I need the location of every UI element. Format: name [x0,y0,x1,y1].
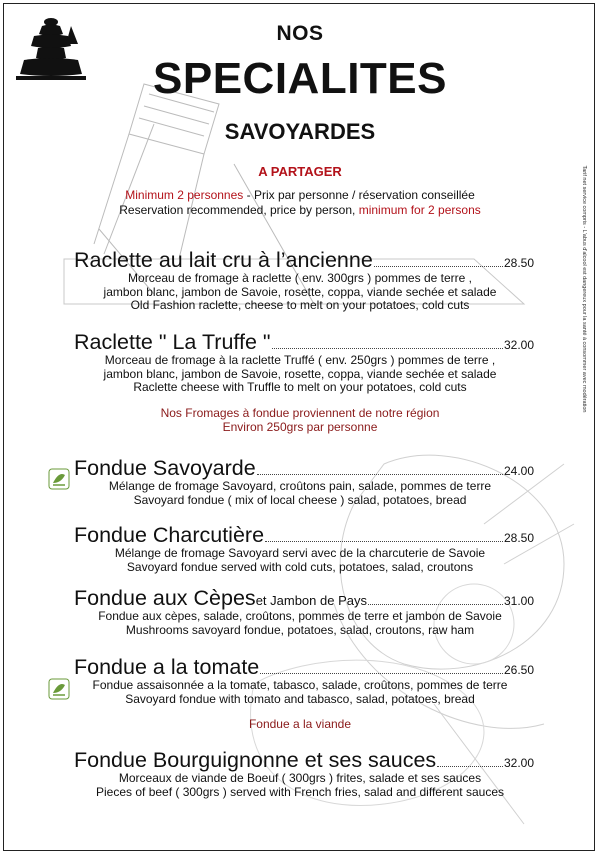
desc-line: Mushrooms savoyard fondue, potatoes, salad, croutons, raw ham [125,622,475,637]
desc-line: Fondue aux cèpes, salade, croûtons, pommes de terre et jambon de Savoie [98,609,502,623]
desc-line: Old Fashion raclette, cheese to melt on your potatoes, cold cuts [130,298,470,312]
menu-item [4,330,595,395]
intro-min-en: minimum for 2 persons [358,203,481,217]
item-price: 32.00 [503,756,534,770]
menu-item [4,456,595,507]
note-line: Environ 250grs par personne [222,420,378,434]
dot-leader [260,673,503,674]
desc-line: Pieces of beef ( 300grs ) served with French fries, salad and different sauces [96,784,504,799]
desc-line: jambon blanc, jambon de Savoie, rosette, coppa, viande sechée et salade [103,284,497,299]
desc-line: Raclette cheese with Truffle to melt on your potatoes, cold cuts [133,380,467,394]
dot-leader [368,604,503,605]
item-name: Fondue a la tomate [74,655,260,679]
item-price: 31.00 [503,594,534,608]
dot-leader [265,541,503,542]
title-line-1: NOS [276,22,324,45]
item-description [4,547,595,574]
desc-line: Mélange de fromage Savoyard, croûtons pain, salade, pommes de terre [108,479,492,493]
intro-min-fr: Minimum 2 personnes [125,188,244,202]
title-line-3: SAVOYARDES [224,119,376,144]
page-title: SPECIALITES [153,54,447,103]
item-name-suffix: et Jambon de Pays [255,593,367,608]
desc-line: Mélange de fromage Savoyard servi avec de la charcuterie de Savoie [114,546,486,560]
dot-leader [257,474,503,475]
item-name: Fondue Savoyarde [74,456,256,480]
desc-line: Morceaux de viande de Boeuf ( 300grs ) frites, salade et ses sauces [118,771,482,785]
menu-item [4,655,595,706]
desc-line: Morceau de fromage à la raclette Truffé ( env. 250grs ) pommes de terre , [104,353,496,367]
item-name: Fondue aux Cèpes [74,586,256,610]
item-name: Fondue Bourguignonne et ses sauces [74,748,437,772]
desc-line: Savoyard fondue with tomato and tabasco, salad, potatoes, bread [125,691,475,706]
item-description [4,772,595,799]
menu-item [4,748,595,799]
menu-item [4,248,595,313]
desc-line: Savoyard fondue served with cold cuts, potatoes, salad, croutons [126,559,474,574]
meat-fondue-heading: Fondue a la viande [248,717,352,731]
item-price: 28.50 [503,256,534,270]
item-description [4,272,595,313]
item-price: 24.00 [503,464,534,478]
intro-text [4,188,595,218]
desc-line: Morceau de fromage à raclette ( env. 300grs ) pommes de terre , [128,271,472,285]
dot-leader [374,266,503,267]
menu-page [3,3,595,851]
item-description [4,354,595,395]
legal-side-note: Tarif net service compris - L'abus d'alcool est dangereux pour la santé à consommer avec modération [581,165,587,413]
menu-item [4,523,595,574]
item-price: 32.00 [503,338,534,352]
desc-line: jambon blanc, jambon de Savoie, rosette, coppa, viande sechée et salade [103,366,497,381]
cheese-origin-note [4,406,595,434]
dot-leader [437,766,503,767]
dot-leader [272,348,503,349]
desc-line: Fondue assaisonnée a la tomate, tabasco, salade, croûtons, pommes de terre [92,678,508,692]
item-description [4,679,595,706]
item-description [4,610,595,637]
menu-item [4,586,595,637]
desc-line: Savoyard fondue ( mix of local cheese ) salad, potatoes, bread [133,492,467,507]
note-line: Nos Fromages à fondue proviennent de notre région [160,406,440,420]
item-description [4,480,595,507]
section-heading: A PARTAGER [258,164,342,179]
item-price: 26.50 [503,663,534,677]
item-name: Fondue Charcutière [74,523,265,547]
item-name: Raclette au lait cru à l’ancienne [74,248,373,272]
item-price: 28.50 [503,531,534,545]
intro-line2-rest: Reservation recommended, price by person, [119,203,359,217]
intro-line1-rest: - Prix par personne / réservation conseillée [243,188,475,202]
item-name: Raclette " La Truffe " [74,330,271,354]
